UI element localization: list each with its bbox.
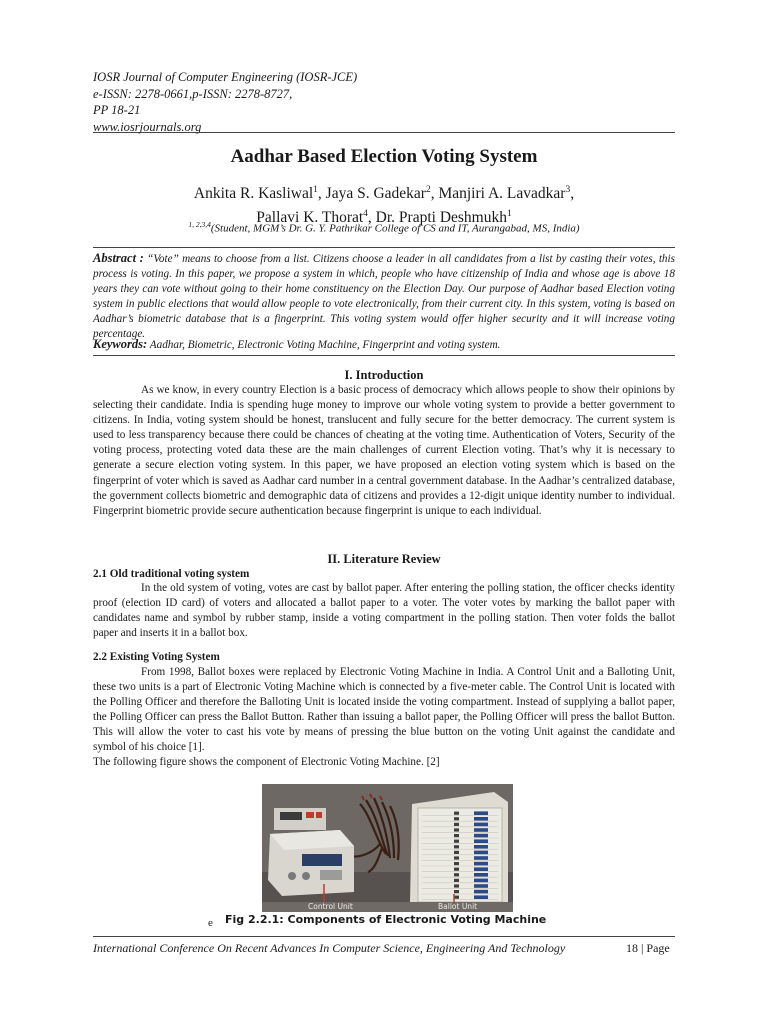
candidate-symbol — [454, 851, 459, 854]
figure-label-strip — [262, 902, 513, 912]
header-divider — [93, 132, 675, 133]
ballot-vote-button — [474, 817, 488, 821]
author-affiliation-mark: 1 — [313, 185, 318, 195]
candidate-symbol — [454, 828, 459, 831]
footer-conference: International Conference On Recent Advances In Computer Science, Engineering And Technology — [93, 941, 566, 955]
introduction-text: As we know, in every country Election is a basic process of democracy which allows people to show their opinions by selecting their candidate. India is spending huge money to improve our whole voting system to provide a better government to citizens. In India, voting system should be honest, translucent and fully secure for the better democracy. The current system is used to less transparency because there could be chances of cheating at the voting time. Authentication of Voters, Security of the voting process, protecting voted data these are the main challenges of current Election voting. That’s why it is necessary to generate a secure election voting system. In this paper, we have proposed an election voting system which is based on the fingerprint of voter which is saved as Aadhar card number in a central government database. In the Aadhar’s centralized database, the government collects biometric and demographic data of citizens and provides a 12-digit unique identity number to individual. Fingerprint biometric provide secure authentication because fingerprint is unique to each individual. — [93, 384, 675, 517]
subsection-heading-existing-voting: 2.2 Existing Voting System — [93, 651, 220, 663]
abstract-text: “Vote” means to choose from a list. Citizens choose a leader in all candidates from a list by casting their votes, this process is voting. In this paper, we propose a system in which, people who have citizenship of India and whose age is above 18 years they can vote without going to their home constituency on the Election Day. Our purpose of Aadhar based Election voting system in public elections that would allow people to vote electronically, from their current city. In this system, voting is based on Aadhar’s biometric database that is a fingerprint. This voting system would offer higher security and it will increase voting percentage. — [93, 253, 675, 340]
keywords-text: Aadhar, Biometric, Electronic Voting Machine, Fingerprint and voting system. — [149, 339, 501, 351]
ballot-vote-button — [474, 828, 488, 832]
ballot-vote-button — [474, 890, 488, 894]
author-name: Dr. Prapti Deshmukh — [375, 209, 507, 227]
candidate-symbol — [454, 890, 459, 893]
ballot-vote-button — [474, 873, 488, 877]
figure-intro-line: The following figure shows the component of Electronic Voting Machine. [2] — [93, 756, 440, 768]
existing-voting-paragraph — [93, 665, 675, 756]
author-affiliation-mark: 1 — [506, 209, 512, 220]
ballot-vote-button — [474, 845, 488, 849]
ballot-vote-button — [474, 862, 488, 866]
ballot-vote-button — [474, 851, 488, 855]
author-affiliation-mark: 4 — [363, 209, 368, 220]
author-affiliation-mark: 3 — [565, 185, 571, 195]
journal-website[interactable]: www.iosrjournals.org — [93, 119, 202, 134]
author-name: Pallavi K. Thorat — [256, 209, 364, 227]
ballot-vote-button — [474, 879, 488, 883]
evm-figure-image — [262, 784, 513, 910]
introduction-paragraph — [93, 383, 675, 519]
footer-page-number: 18 | Page — [626, 941, 670, 955]
existing-voting-text: From 1998, Ballot boxes were replaced by Electronic Voting Machine in India. A Control Unit and a Balloting Unit, these two units is a part of Electronic Voting Machine which is connected by a five-meter cable. The Control Unit is located with the Polling Officer and therefore the Balloting Unit is located inside the voting compartment. Instead of supplying a ballot paper, the Polling Officer can press the Ballot Button. Rather than issuing a ballot paper, the Polling Officer will press the ballot Button. This will allow the voter to cast his vote by means of pressing the blue button on the voting Unit against the candidate and symbol of his choice [1]. — [93, 666, 675, 754]
abstract-label: Abstract : — [93, 251, 144, 265]
journal-issn: e-ISSN: 2278-0661,p-ISSN: 2278-8727, — [93, 86, 293, 101]
paper-title: Aadhar Based Election Voting System — [230, 146, 538, 167]
candidate-symbol — [454, 868, 459, 871]
ballot-vote-button — [474, 823, 488, 827]
figure-caption: Fig 2.2.1: Components of Electronic Voting Machine — [225, 913, 547, 926]
candidate-symbol — [454, 884, 459, 887]
journal-header — [93, 69, 493, 135]
section-heading-literature-review: II. Literature Review — [327, 552, 441, 566]
ballot-unit-label: Ballot Unit — [438, 902, 478, 911]
ballot-vote-button — [474, 856, 488, 860]
old-voting-paragraph — [93, 581, 675, 641]
abstract-bottom-divider — [93, 355, 675, 356]
candidate-symbol — [454, 856, 459, 859]
control-unit-label: Control Unit — [308, 902, 353, 911]
ballot-vote-button — [474, 867, 488, 871]
ballot-vote-button — [474, 895, 488, 899]
candidate-symbol — [454, 823, 459, 826]
ballot-vote-button — [474, 839, 488, 843]
candidate-symbol — [454, 862, 459, 865]
old-voting-text: In the old system of voting, votes are cast by ballot paper. After entering the polling station, the officer checks identity proof (election ID card) of voters and allocated a ballot paper to a voter. The voter votes by marking the ballot paper with candidates name and symbol by rubber stamp, inside a voting compartment in the polling station. Then voter folds the ballot paper and inserts it in a ballot box. — [93, 582, 675, 640]
author-name: Jaya S. Gadekar — [325, 185, 426, 203]
affiliation — [93, 220, 675, 235]
candidate-symbol — [454, 879, 459, 882]
ballot-vote-button — [474, 884, 488, 888]
abstract-top-divider — [93, 247, 675, 248]
journal-name: IOSR Journal of Computer Engineering (IOSR-JCE) — [93, 70, 358, 84]
candidate-symbol — [454, 817, 459, 820]
author-list: Ankita R. Kasliwal$^1$, Jaya S. Gadekar$^2$, Manjiri A. Lavadkar$^3$, Pallavi K. Thorat$^4$, Dr. Prapti Deshmukh$^1$ — [193, 185, 575, 227]
section-heading-introduction: I. Introduction — [344, 368, 424, 382]
author-name: Ankita R. Kasliwal — [193, 185, 314, 203]
candidate-symbol — [454, 812, 459, 815]
keywords-label: Keywords: — [93, 337, 148, 351]
evm-photo-illustration — [262, 784, 513, 910]
affiliation-text: (Student, MGM’s Dr. G. Y. Pathrikar College of CS and IT, Aurangabad, MS, India) — [210, 222, 580, 235]
keywords — [93, 337, 675, 352]
footer-divider — [93, 936, 675, 937]
affiliation-marks: 1, 2,3,4 — [188, 220, 211, 229]
ballot-vote-button — [474, 834, 488, 838]
candidate-symbol — [454, 834, 459, 837]
candidate-symbol — [454, 873, 459, 876]
candidate-symbol — [454, 840, 459, 843]
stray-character: e — [208, 917, 213, 929]
candidate-symbol — [454, 845, 459, 848]
author-name: Manjiri A. Lavadkar — [438, 185, 566, 203]
subsection-heading-old-voting: 2.1 Old traditional voting system — [93, 568, 250, 580]
abstract — [93, 251, 675, 342]
author-affiliation-mark: 2 — [425, 185, 431, 195]
ballot-vote-button — [474, 811, 488, 815]
journal-pages: PP 18-21 — [93, 103, 141, 117]
